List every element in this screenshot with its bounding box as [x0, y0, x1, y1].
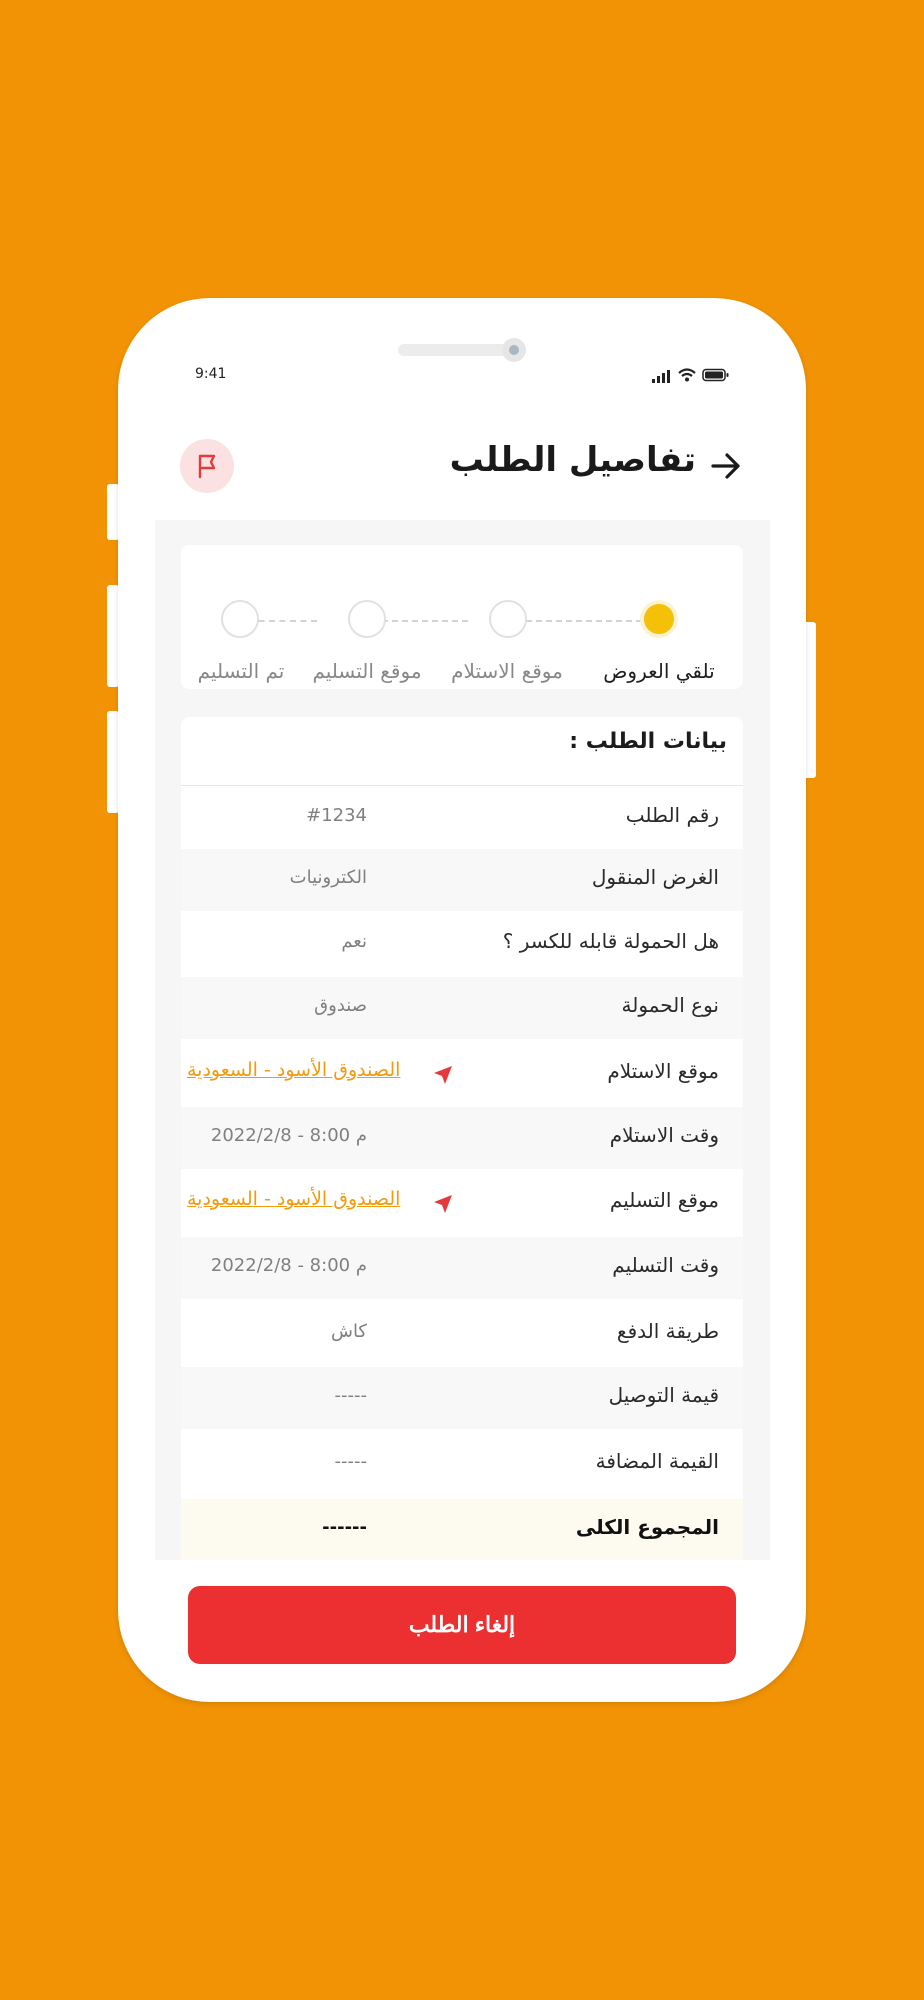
row-value: ----- — [334, 1451, 367, 1472]
detail-row-delivery-fee — [181, 1367, 743, 1429]
row-label: نوع الحمولة — [621, 993, 719, 1017]
row-value: 2022/2/8 - 8:00 م — [210, 1255, 367, 1276]
row-value: صندوق — [314, 995, 367, 1016]
step-dot-pickup-location — [489, 600, 527, 638]
row-label: المجموع الكلى — [575, 1515, 719, 1539]
row-label: الغرض المنقول — [591, 865, 719, 889]
back-arrow-icon[interactable] — [710, 452, 742, 480]
row-value: كاش — [330, 1321, 367, 1342]
row-value: 2022/2/8 - 8:00 م — [210, 1125, 367, 1146]
row-label: هل الحمولة قابله للكسر ؟ — [502, 929, 719, 953]
row-value: ----- — [334, 1385, 367, 1406]
row-value: #1234 — [306, 805, 367, 826]
row-label: موقع التسليم — [609, 1188, 719, 1212]
order-details-card — [181, 717, 743, 1560]
status-time: 9:41 — [195, 366, 227, 382]
phone-camera — [502, 338, 526, 362]
step-label-delivery-location: موقع التسليم — [312, 659, 422, 683]
step-label-receive-offers: تلقي العروض — [603, 659, 715, 683]
flag-icon — [194, 453, 220, 479]
order-details-title: بيانات الطلب : — [569, 729, 727, 754]
row-value: نعم — [341, 931, 367, 952]
detail-row-pickup-time — [181, 1107, 743, 1169]
row-value: الكترونيات — [289, 867, 367, 888]
delivery-location-link[interactable]: الصندوق الأسود - السعودية — [187, 1188, 401, 1210]
wifi-icon — [678, 368, 696, 382]
step-label-delivered: تم التسليم — [197, 659, 285, 683]
detail-row-fragile — [181, 913, 743, 975]
row-label: القيمة المضافة — [595, 1449, 719, 1473]
detail-row-order-number — [181, 787, 743, 849]
row-label: رقم الطلب — [625, 803, 719, 827]
content-area — [155, 520, 770, 1560]
order-progress-stepper — [181, 545, 743, 689]
row-label: قيمة التوصيل — [608, 1383, 719, 1407]
report-button[interactable] — [180, 439, 234, 493]
step-dot-delivery-location — [348, 600, 386, 638]
detail-row-item-type — [181, 849, 743, 911]
signal-icon — [652, 369, 674, 383]
detail-row-vat — [181, 1433, 743, 1495]
navigation-arrow-icon — [433, 1065, 453, 1085]
navigation-arrow-icon — [433, 1194, 453, 1214]
page-title: تفاصيل الطلب — [449, 440, 696, 480]
row-label: وقت التسليم — [612, 1253, 719, 1277]
row-label: وقت الاستلام — [609, 1123, 719, 1147]
step-label-pickup-location: موقع الاستلام — [451, 659, 563, 683]
detail-row-delivery-time — [181, 1237, 743, 1299]
phone-speaker — [398, 344, 518, 356]
cancel-order-button[interactable]: إلغاء الطلب — [188, 1586, 736, 1664]
step-dot-delivered — [221, 600, 259, 638]
status-icons — [650, 368, 730, 384]
battery-icon — [702, 368, 730, 382]
step-dot-receive-offers — [640, 600, 678, 638]
row-label: موقع الاستلام — [607, 1059, 719, 1083]
row-label: طريقة الدفع — [616, 1319, 719, 1343]
detail-row-payment-method — [181, 1303, 743, 1365]
pickup-location-link[interactable]: الصندوق الأسود - السعودية — [187, 1059, 401, 1081]
detail-row-total — [181, 1499, 743, 1560]
detail-row-delivery-location — [181, 1172, 743, 1234]
detail-row-load-type — [181, 977, 743, 1039]
divider — [181, 785, 743, 786]
detail-row-pickup-location — [181, 1043, 743, 1105]
row-value: ------ — [322, 1517, 367, 1538]
